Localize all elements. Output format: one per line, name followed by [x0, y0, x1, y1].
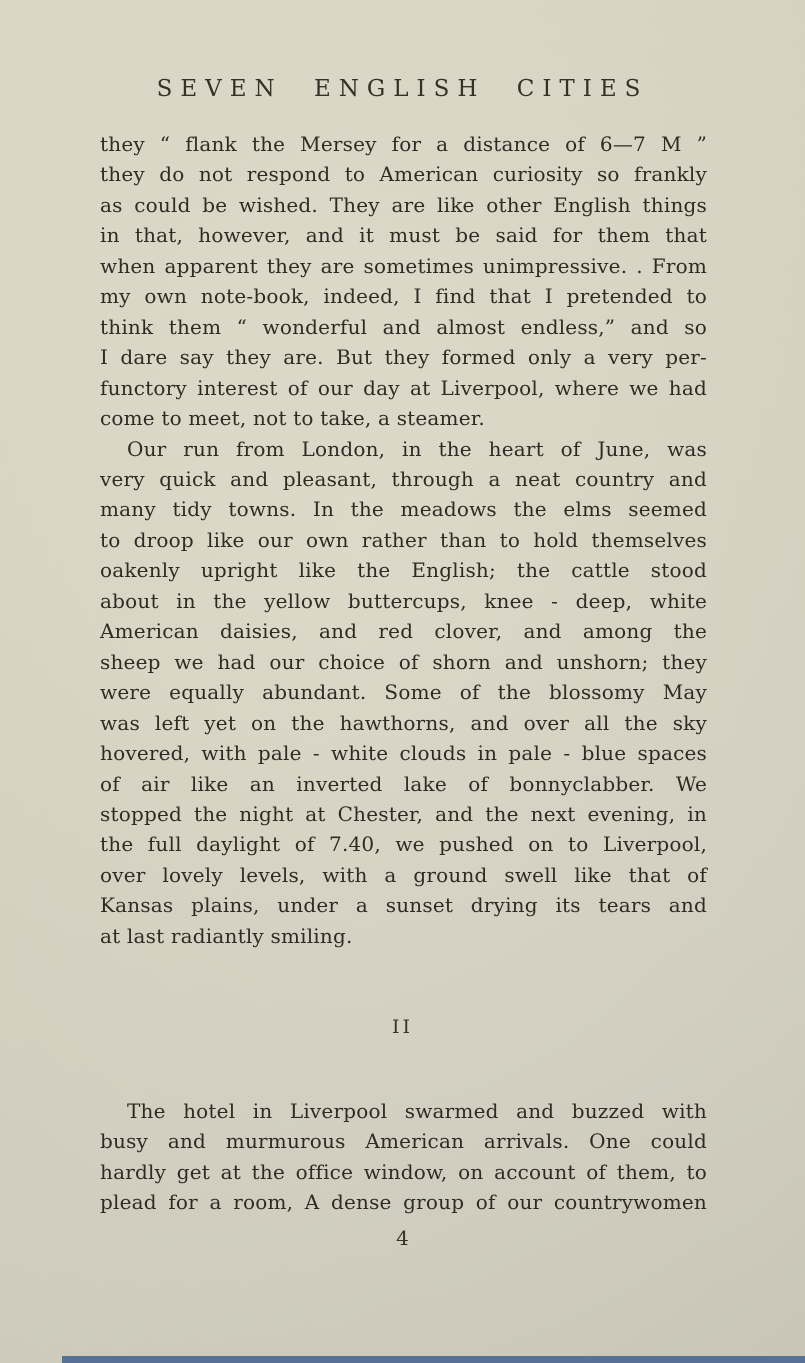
paragraph: [100, 1096, 707, 1218]
section-heading: II: [391, 1016, 413, 1038]
text-line: Our run from London, in the heart of June, was: [127, 436, 707, 461]
text-line: they do not respond to American curiosity so frankly: [100, 162, 707, 187]
page-number: 4: [396, 1226, 409, 1250]
text-line: come to meet, not to take, a steamer.: [100, 406, 485, 431]
text-line: was left yet on the hawthorns, and over all the sky: [100, 710, 707, 735]
text-line: plead for a room, A dense group of our countrywomen: [100, 1190, 707, 1215]
text-line: about in the yellow buttercups, knee - deep, white: [100, 588, 707, 613]
footer-bar: [62, 1356, 805, 1363]
paragraph: [100, 434, 707, 952]
text-line: in that, however, and it must be said for them that: [100, 223, 707, 248]
text-line: of air like an inverted lake of bonnyclabber. We: [100, 771, 707, 796]
text-line: busy and murmurous American arrivals. One could: [100, 1129, 707, 1154]
text-line: they “ flank the Mersey for a distance of 6—7 M ”: [100, 132, 707, 156]
paragraph: [100, 129, 707, 434]
text-line: over lovely levels, with a ground swell like that of: [100, 862, 707, 887]
section-two-text-block: [100, 1096, 707, 1218]
text-line: American daisies, and red clover, and among the: [100, 619, 707, 644]
text-line: when apparent they are sometimes unimpressive. . From: [100, 253, 707, 278]
text-line: many tidy towns. In the meadows the elms seemed: [100, 497, 707, 522]
text-line: hovered, with pale - white clouds in pale - blue spaces: [100, 741, 707, 766]
text-line: think them “ wonderful and almost endless,” and so: [100, 314, 707, 339]
text-line: at last radiantly smiling.: [100, 923, 353, 948]
text-line: the full daylight of 7.40, we pushed on to Liverpool,: [100, 832, 707, 857]
text-line: my own note-book, indeed, I find that I pretended to: [100, 284, 707, 309]
text-line: very quick and pleasant, through a neat country and: [100, 466, 707, 491]
running-head: SEVEN ENGLISH CITIES: [156, 76, 649, 102]
text-line: to droop like our own rather than to hold themselves: [100, 527, 707, 552]
main-text-block: [100, 129, 707, 951]
text-line: I dare say they are. But they formed only a very per-: [100, 345, 707, 370]
text-line: functory interest of our day at Liverpool, where we had: [100, 375, 707, 400]
text-line: as could be wished. They are like other English things: [100, 192, 707, 217]
text-line: hardly get at the office window, on account of them, to: [100, 1159, 707, 1184]
text-line: sheep we had our choice of shorn and unshorn; they: [100, 649, 707, 674]
text-line: were equally abundant. Some of the blossomy May: [100, 680, 707, 705]
text-line: Kansas plains, under a sunset drying its tears and: [100, 893, 707, 918]
text-line: oakenly upright like the English; the cattle stood: [100, 558, 707, 583]
text-line: stopped the night at Chester, and the next evening, in: [100, 801, 707, 826]
text-line: The hotel in Liverpool swarmed and buzzed with: [127, 1099, 707, 1123]
